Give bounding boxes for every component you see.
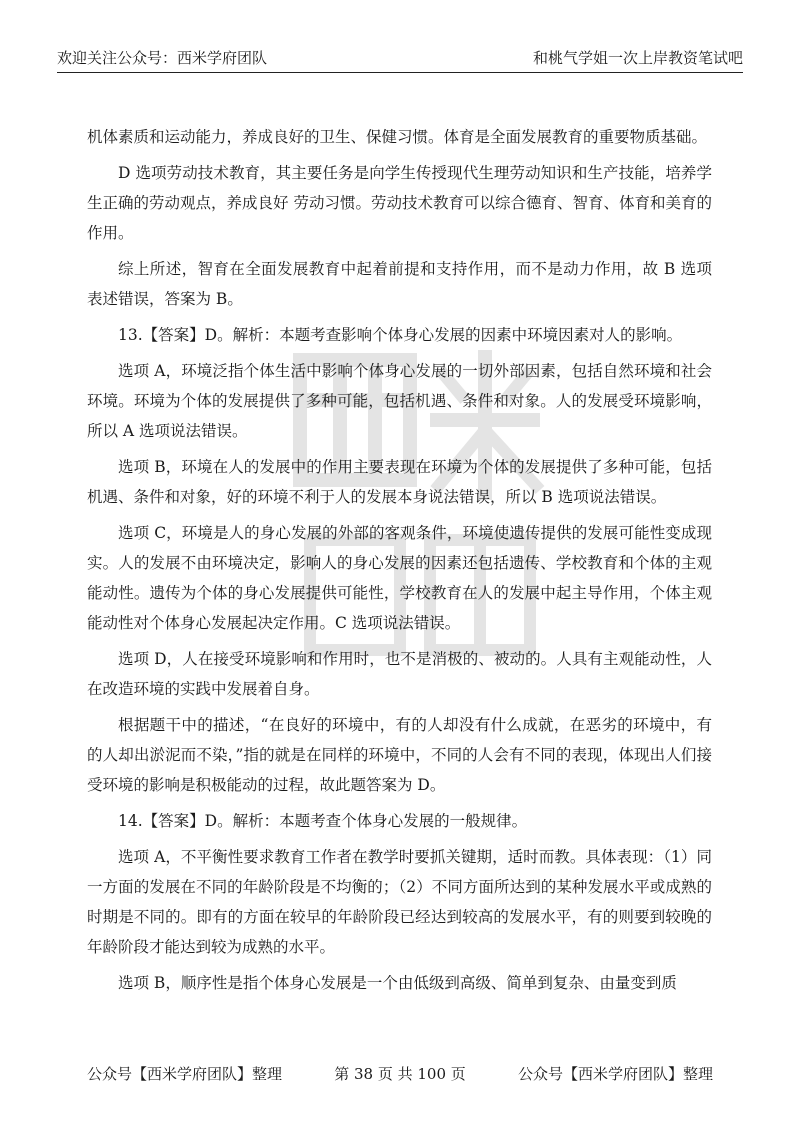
paragraph-8: 选项 D，人在接受环境影响和作用时，也不是消极的、被动的。人具有主观能动性，人在改造环境的实践中发展着自身。 bbox=[87, 650, 712, 698]
paragraph-6: 选项 B，环境在人的发展中的作用主要表现在环境为个体的发展提供了多种可能，包括机遇、条件和对象，好的环境不利于人的发展本身说法错误，所以 B 选项说法错误。 bbox=[87, 458, 712, 506]
paragraph-7: 选项 C，环境是人的身心发展的外部的客观条件，环境使遗传提供的发展可能性变成现实。人的发展不由环境决定，影响人的身心发展的因素还包括遗传、学校教育和个体的主观能动性。遗传为个体的身心发展提供可能性，学校教育在人的发展中起主导作用，个体主观能动性对个体身心发展起决定作用。C 选项说法错误。 bbox=[87, 524, 712, 632]
paragraph-12: 选项 B，顺序性是指个体身心发展是一个由低级到高级、简单到复杂、由量变到质 bbox=[118, 974, 677, 992]
paragraph-11: 选项 A，不平衡性要求教育工作者在教学时要抓关键期，适时而教。具体表现：（1）同一方面的发展在不同的年龄阶段是不均衡的；（2）不同方面所达到的某种发展水平或成熟的时期是不同的。即有的方面在较早的年龄阶段已经达到较高的发展水平，有的则要到较晚的年龄阶段才能达到较为成熟的水平。 bbox=[87, 848, 712, 956]
footer-right-text: 公众号【西米学府团队】整理 bbox=[517, 1065, 713, 1083]
header-right-text: 和桃气学姐一次上岸教资笔试吧 bbox=[532, 49, 743, 67]
paragraph-9: 根据题干中的描述，“在良好的环境中，有的人却没有什么成就，在恶劣的环境中，有的人却出淤泥而不染，”指的就是在同样的环境中，不同的人会有不同的表现，体现出人们接受环境的影响是积极能动的过程，故此题答案为 D。 bbox=[87, 716, 712, 794]
page-header bbox=[57, 38, 743, 73]
paragraph-2: D 选项劳动技术教育，其主要任务是向学生传授现代生理劳动知识和生产技能，培养学生正确的劳动观点，养成良好 劳动习惯。劳动技术教育可以综合德育、智育、体育和美育的作用。 bbox=[87, 164, 712, 242]
header-left-text: 欢迎关注公众号：西米学府团队 bbox=[57, 49, 268, 67]
page-content bbox=[87, 122, 712, 1004]
paragraph-1: 机体素质和运动能力，养成良好的卫生、保健习惯。体育是全面发展教育的重要物质基础。 bbox=[87, 128, 708, 146]
paragraph-5: 选项 A，环境泛指个体生活中影响个体身心发展的一切外部因素，包括自然环境和社会环境。环境为个体的发展提供了多种可能，包括机遇、条件和对象。人的发展受环境影响，所以 A 选项说法错误。 bbox=[87, 362, 712, 440]
paragraph-3: 综上所述，智育在全面发展教育中起着前提和支持作用，而不是动力作用，故 B 选项表述错误，答案为 B。 bbox=[87, 260, 712, 308]
page-footer bbox=[87, 1063, 713, 1084]
paragraph-4: 13.【答案】D。解析：本题考查影响个体身心发展的因素中环境因素对人的影响。 bbox=[118, 326, 683, 344]
footer-left-text: 公众号【西米学府团队】整理 bbox=[87, 1065, 283, 1083]
paragraph-10: 14.【答案】D。解析：本题考查个体身心发展的一般规律。 bbox=[118, 812, 528, 830]
footer-page-number: 第 38 页 共 100 页 bbox=[334, 1065, 466, 1083]
